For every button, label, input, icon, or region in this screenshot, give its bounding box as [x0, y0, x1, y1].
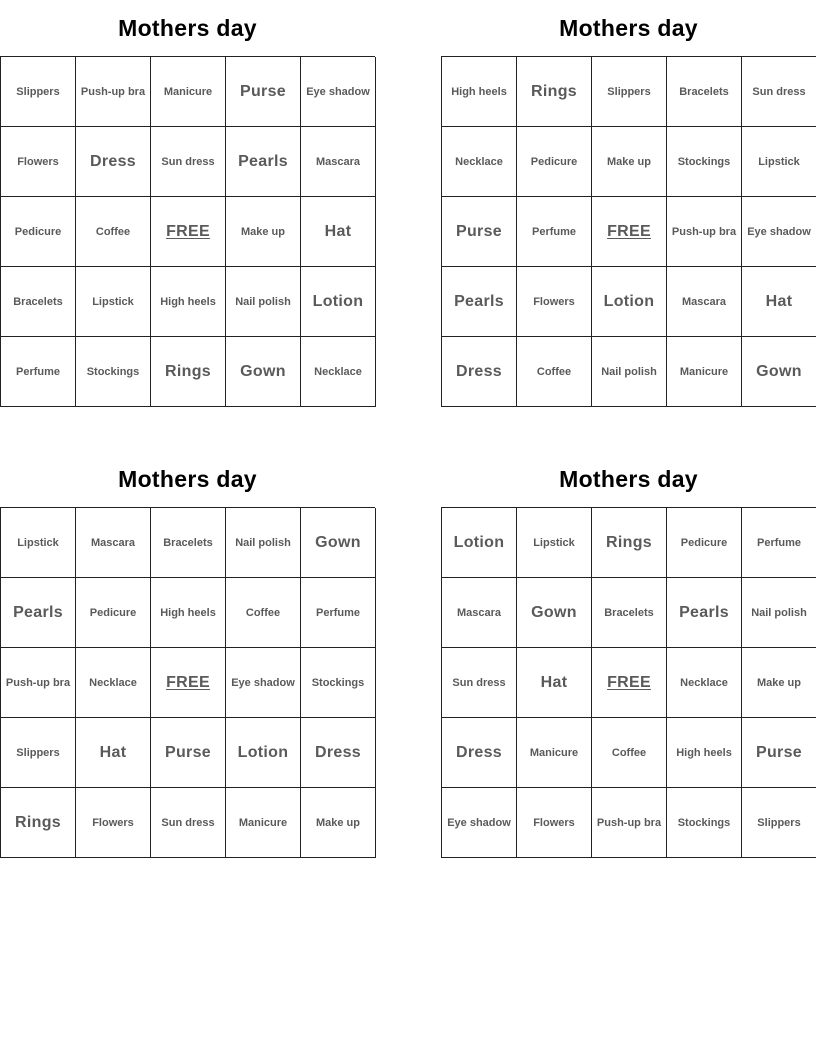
bingo-grid	[441, 56, 816, 407]
bingo-cell: Mascara	[442, 578, 517, 648]
bingo-cell: Pedicure	[76, 578, 151, 648]
bingo-cell: Dress	[76, 127, 151, 197]
bingo-cell: Slippers	[742, 788, 816, 858]
bingo-cell: Slippers	[1, 57, 76, 127]
bingo-cell: Coffee	[592, 718, 667, 788]
bingo-cell: Coffee	[226, 578, 301, 648]
bingo-cell: Mascara	[301, 127, 376, 197]
bingo-cell: Lotion	[592, 267, 667, 337]
bingo-card-4	[441, 451, 816, 858]
bingo-cell: Manicure	[151, 57, 226, 127]
bingo-cell: Make up	[592, 127, 667, 197]
bingo-cell: Make up	[226, 197, 301, 267]
bingo-cell: Rings	[1, 788, 76, 858]
bingo-cell: Lotion	[442, 508, 517, 578]
bingo-cell: Nail polish	[742, 578, 816, 648]
bingo-cell: Pearls	[1, 578, 76, 648]
bingo-cell: Sun dress	[151, 127, 226, 197]
bingo-cell: Stockings	[667, 127, 742, 197]
bingo-cell: High heels	[151, 267, 226, 337]
bingo-cell: Perfume	[301, 578, 376, 648]
bingo-cell: Hat	[517, 648, 592, 718]
bingo-cell: Stockings	[667, 788, 742, 858]
bingo-cell: Sun dress	[742, 57, 816, 127]
bingo-cell: Slippers	[592, 57, 667, 127]
bingo-cell: Perfume	[742, 508, 816, 578]
bingo-cell: Push-up bra	[76, 57, 151, 127]
bingo-cell: Nail polish	[592, 337, 667, 407]
bingo-cell: Flowers	[517, 788, 592, 858]
bingo-cell: Hat	[742, 267, 816, 337]
bingo-cell: Make up	[301, 788, 376, 858]
bingo-cell: Gown	[226, 337, 301, 407]
bingo-card-2	[441, 0, 816, 407]
bingo-cell: Eye shadow	[442, 788, 517, 858]
bingo-cell: Gown	[742, 337, 816, 407]
bingo-cell: Manicure	[226, 788, 301, 858]
bingo-cell: Push-up bra	[592, 788, 667, 858]
bingo-cell: Dress	[301, 718, 376, 788]
bingo-cell: Purse	[742, 718, 816, 788]
bingo-cell: Necklace	[667, 648, 742, 718]
card-title: Mothers day	[559, 15, 698, 41]
bingo-cell: Push-up bra	[1, 648, 76, 718]
bingo-cell: Necklace	[76, 648, 151, 718]
bingo-cell: Make up	[742, 648, 816, 718]
bingo-cell: Lipstick	[517, 508, 592, 578]
bingo-cell: Nail polish	[226, 267, 301, 337]
bingo-cell: Pearls	[667, 578, 742, 648]
bingo-cell: Flowers	[1, 127, 76, 197]
bingo-cell: Bracelets	[667, 57, 742, 127]
bingo-cell: High heels	[442, 57, 517, 127]
card-title: Mothers day	[559, 466, 698, 492]
bingo-cell: Stockings	[301, 648, 376, 718]
bingo-cell: Pearls	[226, 127, 301, 197]
bingo-cell: Pedicure	[1, 197, 76, 267]
bingo-cell: Stockings	[76, 337, 151, 407]
bingo-cell: Lipstick	[1, 508, 76, 578]
bingo-cell: Dress	[442, 718, 517, 788]
bingo-cell: Eye shadow	[301, 57, 376, 127]
bingo-cell: Dress	[442, 337, 517, 407]
bingo-cell: Bracelets	[1, 267, 76, 337]
bingo-cell: Sun dress	[151, 788, 226, 858]
bingo-cell: Lipstick	[742, 127, 816, 197]
bingo-cell: Flowers	[76, 788, 151, 858]
bingo-cell: Rings	[592, 508, 667, 578]
bingo-cell: Bracelets	[592, 578, 667, 648]
free-space-cell: FREE	[592, 648, 667, 718]
bingo-card-1	[0, 0, 375, 407]
bingo-cell: Hat	[301, 197, 376, 267]
bingo-cell: Eye shadow	[742, 197, 816, 267]
bingo-cell: Lotion	[301, 267, 376, 337]
card-title: Mothers day	[118, 15, 257, 41]
bingo-cell: Flowers	[517, 267, 592, 337]
bingo-cell: Gown	[301, 508, 376, 578]
bingo-cell: Manicure	[517, 718, 592, 788]
card-title: Mothers day	[118, 466, 257, 492]
bingo-cell: Pedicure	[517, 127, 592, 197]
bingo-cell: Sun dress	[442, 648, 517, 718]
bingo-cell: Coffee	[76, 197, 151, 267]
free-space-cell: FREE	[151, 197, 226, 267]
free-space-cell: FREE	[592, 197, 667, 267]
bingo-cell: Purse	[442, 197, 517, 267]
bingo-cell: Rings	[517, 57, 592, 127]
bingo-cell: Hat	[76, 718, 151, 788]
bingo-cell: Coffee	[517, 337, 592, 407]
bingo-cell: Gown	[517, 578, 592, 648]
bingo-cell: High heels	[151, 578, 226, 648]
bingo-cell: Rings	[151, 337, 226, 407]
bingo-cell: Push-up bra	[667, 197, 742, 267]
bingo-cell: Manicure	[667, 337, 742, 407]
bingo-cell: Bracelets	[151, 508, 226, 578]
bingo-cell: Mascara	[667, 267, 742, 337]
bingo-cell: Lipstick	[76, 267, 151, 337]
bingo-cell: Pearls	[442, 267, 517, 337]
bingo-cell: Slippers	[1, 718, 76, 788]
bingo-cell: Mascara	[76, 508, 151, 578]
bingo-cell: High heels	[667, 718, 742, 788]
bingo-grid	[0, 56, 375, 407]
bingo-grid	[441, 507, 816, 858]
bingo-cell: Nail polish	[226, 508, 301, 578]
bingo-cell: Purse	[151, 718, 226, 788]
bingo-grid	[0, 507, 375, 858]
bingo-cell: Lotion	[226, 718, 301, 788]
bingo-card-3	[0, 451, 375, 858]
bingo-cell: Perfume	[517, 197, 592, 267]
free-space-cell: FREE	[151, 648, 226, 718]
bingo-cell: Eye shadow	[226, 648, 301, 718]
bingo-cell: Necklace	[442, 127, 517, 197]
bingo-cell: Pedicure	[667, 508, 742, 578]
bingo-cell: Purse	[226, 57, 301, 127]
bingo-cell: Perfume	[1, 337, 76, 407]
bingo-cell: Necklace	[301, 337, 376, 407]
